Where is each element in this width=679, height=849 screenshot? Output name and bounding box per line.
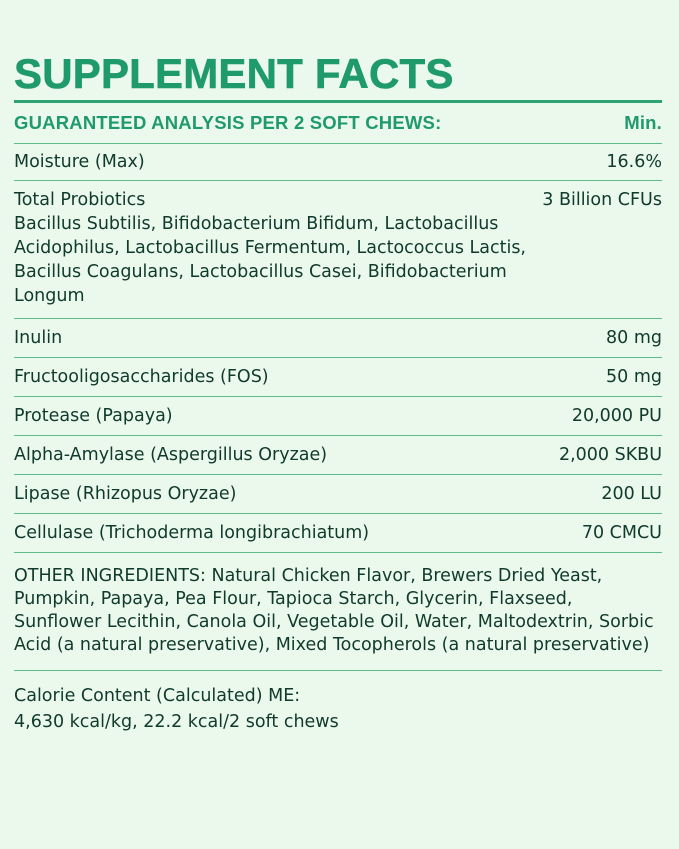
table-row [14, 475, 662, 514]
table-row [14, 144, 662, 181]
row-value: 20,000 PU [571, 406, 662, 426]
table-row [14, 358, 662, 397]
table-row [14, 436, 662, 475]
analysis-header [14, 103, 662, 143]
table-row [14, 319, 662, 358]
table-row [14, 397, 662, 436]
row-name: Protease (Papaya) [14, 406, 173, 426]
row-value: 3 Billion CFUs [542, 190, 662, 210]
probiotic-strains: Bacillus Subtilis, Bifidobacterium Bifidum, Lactobacillus Acidophilus, Lactobacillus Fermentum, Lactococcus Lactis, Bacillus Coagulans, Lactobacillus Casei, Bifidobacterium Longum [14, 214, 526, 306]
analysis-header-label: GUARANTEED ANALYSIS PER 2 SOFT CHEWS: [14, 112, 442, 133]
row-name: Total Probiotics [14, 190, 146, 210]
row-name: Moisture (Max) [14, 152, 145, 172]
calorie-value: 4,630 kcal/kg, 22.2 kcal/2 soft chews [14, 712, 339, 732]
row-value: 2,000 SKBU [558, 445, 662, 465]
row-name: Lipase (Rhizopus Oryzae) [14, 484, 237, 504]
row-name: Fructooligosaccharides (FOS) [14, 367, 269, 387]
row-value: 50 mg [606, 367, 662, 387]
row-name: Alpha-Amylase (Aspergillus Oryzae) [14, 445, 328, 465]
analysis-header-unit: Min. [624, 112, 662, 133]
row-value: 16.6% [606, 152, 662, 172]
table-row [14, 514, 662, 553]
row-value: 200 LU [601, 484, 662, 504]
row-name: Cellulase (Trichoderma longibrachiatum) [14, 523, 370, 543]
calorie-content [14, 671, 662, 735]
row-name: Inulin [14, 328, 63, 348]
row-value: 70 CMCU [581, 523, 662, 543]
row-name-block [14, 188, 534, 308]
row-value: 80 mg [606, 328, 662, 348]
page-title: SUPPLEMENT FACTS [14, 50, 454, 97]
other-ingredients: OTHER INGREDIENTS: Natural Chicken Flavor, Brewers Dried Yeast, Pumpkin, Papaya, Pea Flour, Tapioca Starch, Glycerin, Flaxseed, Sunflower Lecithin, Canola Oil, Vegetable Oil, Water, Maltodextrin, Sorbic Acid (a natural preservative), Mixed Tocopherols (a natural preservative) [14, 553, 662, 671]
calorie-label: Calorie Content (Calculated) ME: [14, 686, 301, 706]
table-row [14, 181, 662, 319]
